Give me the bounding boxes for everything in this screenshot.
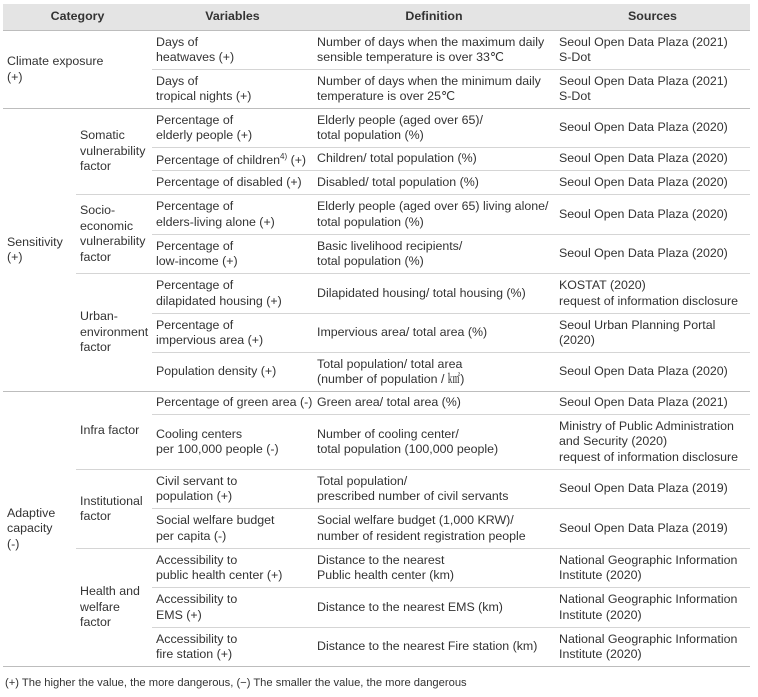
variable-cell: Percentage of elders-living alone (+) <box>156 199 275 229</box>
source-cell: Seoul Open Data Plaza (2019) <box>559 481 728 496</box>
source-cell: Ministry of Public Administration and Security (2020) request of information disclosure <box>559 418 739 464</box>
factor-institutional: Institutional factor <box>76 470 152 549</box>
definition-cell: Social welfare budget (1,000 KRW)/ number of resident registration people <box>317 513 526 543</box>
source-cell: National Geographic Information Institute (2020) <box>559 631 738 661</box>
definition-cell: Distance to the nearest EMS (km) <box>317 599 503 614</box>
source-cell: Seoul Open Data Plaza (2020) <box>559 206 728 221</box>
table-row <box>3 109 750 148</box>
definition-cell: Distance to the nearest Fire station (km) <box>317 639 538 654</box>
source-cell: National Geographic Information Institute (2020) <box>559 592 738 622</box>
variable-cell: Civil servant to population (+) <box>156 473 238 503</box>
definition-cell: Impervious area/ total area (%) <box>317 325 488 340</box>
variable-cell: Accessibility to fire station (+) <box>156 631 238 661</box>
definition-cell: Basic livelihood recipients/ total population (%) <box>317 238 463 268</box>
table-row <box>3 470 750 509</box>
variable-cell: Percentage of low-income (+) <box>156 238 238 268</box>
factor-urban-environment: Urban- environment factor <box>76 274 152 392</box>
variable-cell: Accessibility to EMS (+) <box>156 592 238 622</box>
table-footnote: (+) The higher the value, the more dangerous, (−) The smaller the value, the more dangerous <box>5 677 467 689</box>
variable-cell: Days of heatwaves (+) <box>156 34 235 64</box>
header-definition: Definition <box>313 4 555 31</box>
source-cell: Seoul Open Data Plaza (2021) S-Dot <box>559 34 728 64</box>
definition-cell: Elderly people (aged over 65)/ total population (%) <box>317 112 483 142</box>
variable-cell: Percentage of impervious area (+) <box>156 317 264 347</box>
definition-cell: Disabled/ total population (%) <box>317 174 479 189</box>
source-cell: Seoul Open Data Plaza (2020) <box>559 364 728 379</box>
variable-cell: Percentage of green area (-) <box>156 395 313 410</box>
source-cell: National Geographic Information Institute (2020) <box>559 552 738 582</box>
source-cell: Seoul Open Data Plaza (2021) S-Dot <box>559 73 728 103</box>
factor-socio-economic-vulnerability: Socio- economic vulnerability factor <box>76 195 152 274</box>
variable-suffix: (+) <box>287 153 307 168</box>
source-cell: Seoul Open Data Plaza (2021) <box>559 395 728 410</box>
header-variables: Variables <box>152 4 313 31</box>
variable-cell: Percentage of dilapidated housing (+) <box>156 278 282 308</box>
factor-health-and-welfare: Health and welfare factor <box>76 549 152 667</box>
definition-cell: Number of cooling center/ total population (100,000 people) <box>317 426 499 456</box>
source-cell: Seoul Open Data Plaza (2020) <box>559 246 728 261</box>
variable-cell: Percentage of elderly people (+) <box>156 112 253 142</box>
table-row <box>3 274 750 314</box>
definition-cell: Dilapidated housing/ total housing (%) <box>317 285 526 300</box>
variable-cell: Cooling centers per 100,000 people (-) <box>156 426 279 456</box>
source-cell: Seoul Open Data Plaza (2020) <box>559 174 728 189</box>
indicator-table <box>3 4 750 667</box>
definition-cell: Number of days when the maximum daily sensible temperature is over 33℃ <box>317 34 545 64</box>
variable-cell: Social welfare budget per capita (-) <box>156 513 275 543</box>
variable-cell: Percentage of disabled (+) <box>156 174 302 189</box>
source-cell: Seoul Open Data Plaza (2019) <box>559 520 728 535</box>
variable-cell: Population density (+) <box>156 364 277 379</box>
definition-cell: Children/ total population (%) <box>317 151 477 166</box>
category-climate-exposure: Climate exposure (+) <box>3 31 152 109</box>
source-cell: Seoul Urban Planning Portal (2020) <box>559 317 716 347</box>
definition-cell: Total population/ prescribed number of civil servants <box>317 473 509 503</box>
variable-text: Percentage of children <box>156 153 280 168</box>
category-adaptive-capacity: Adaptive capacity (-) <box>3 392 76 667</box>
definition-cell: Total population/ total area (number of population / ㎢) <box>317 356 465 386</box>
table-row <box>3 549 750 588</box>
source-cell: Seoul Open Data Plaza (2020) <box>559 120 728 135</box>
footnote-marker: 4) <box>280 152 288 162</box>
variable-cell: Accessibility to public health center (+) <box>156 552 283 582</box>
table-row <box>3 31 750 70</box>
source-cell: KOSTAT (2020) request of information disclosure <box>559 278 739 308</box>
definition-cell: Elderly people (aged over 65) living alone/ total population (%) <box>317 199 549 229</box>
variable-cell: Days of tropical nights (+) <box>156 73 252 103</box>
definition-cell: Distance to the nearest Public health center (km) <box>317 552 455 582</box>
table-row <box>3 392 750 415</box>
header-sources: Sources <box>555 4 750 31</box>
variable-cell <box>152 148 313 171</box>
source-cell: Seoul Open Data Plaza (2020) <box>559 151 728 166</box>
definition-cell: Number of days when the minimum daily temperature is over 25℃ <box>317 73 541 103</box>
factor-somatic-vulnerability: Somatic vulnerability factor <box>76 109 152 195</box>
table-header-row <box>3 4 750 31</box>
category-sensitivity: Sensitivity (+) <box>3 109 76 392</box>
definition-cell: Green area/ total area (%) <box>317 395 461 410</box>
table-row <box>3 195 750 235</box>
factor-infra: Infra factor <box>76 392 152 470</box>
header-category: Category <box>3 4 152 31</box>
